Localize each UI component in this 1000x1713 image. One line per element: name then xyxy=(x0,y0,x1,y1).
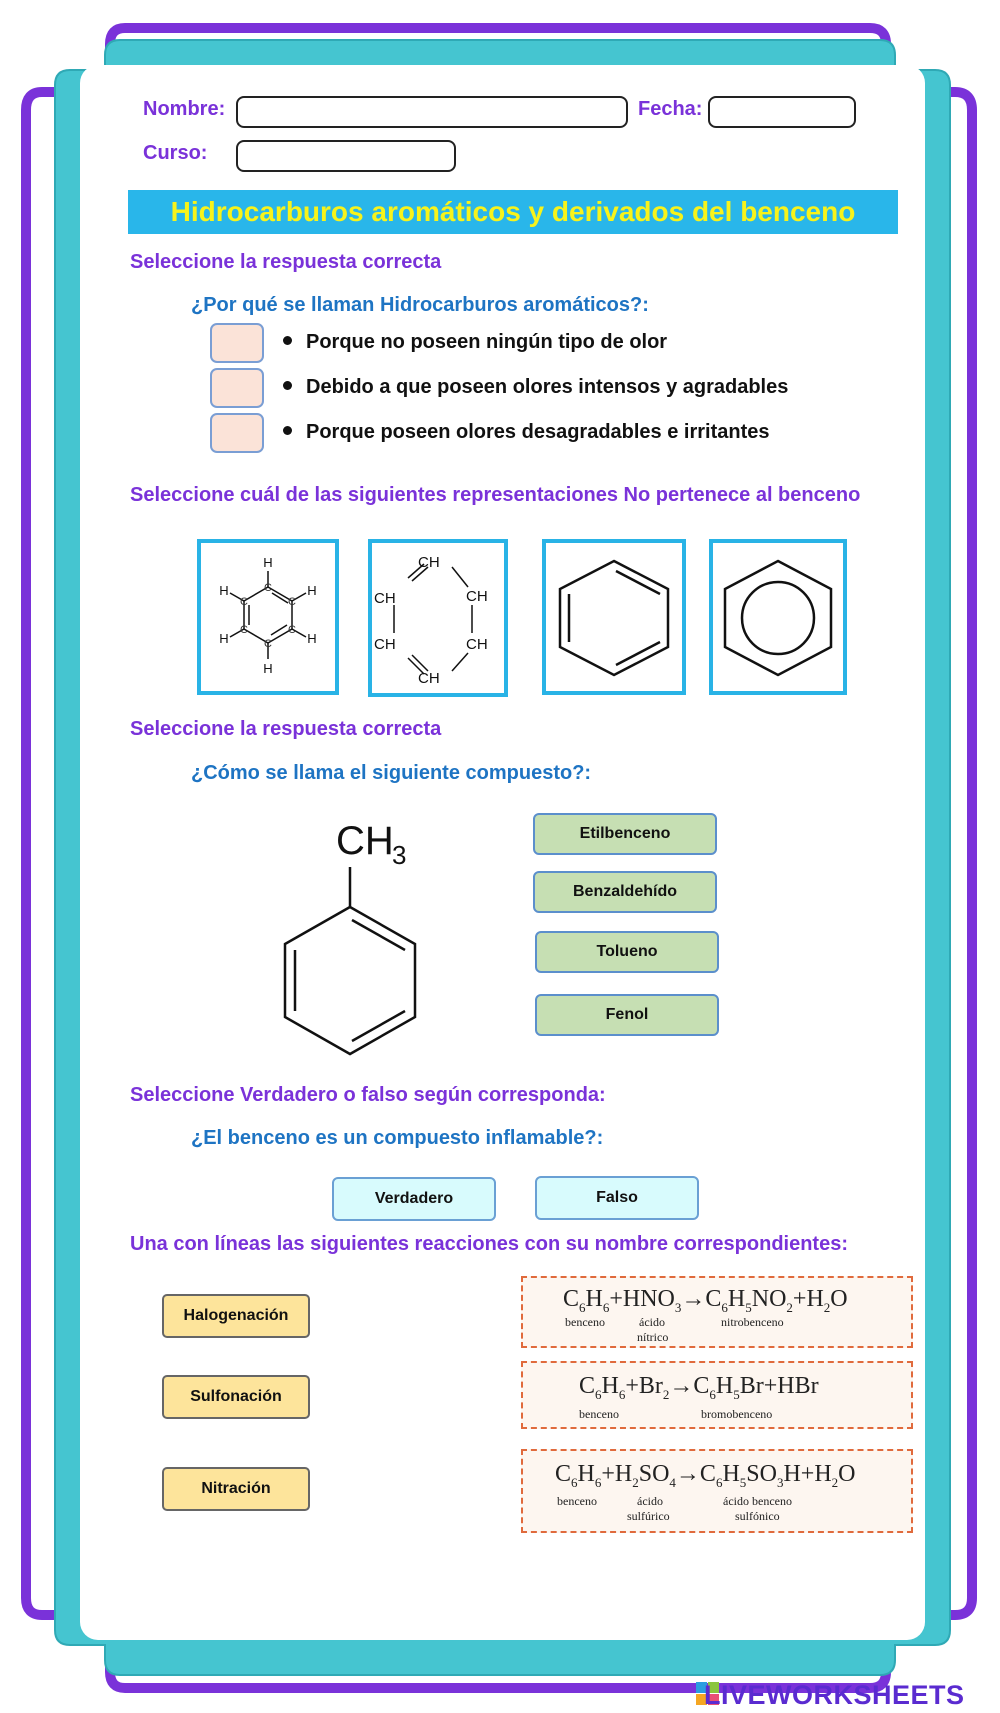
fecha-label: Fecha: xyxy=(638,98,703,120)
svg-text:H: H xyxy=(263,555,273,570)
svg-text:H: H xyxy=(219,631,229,646)
reaction-sulfonation[interactable]: $C_6H_6+H_2SO_4\to C_6H_5SO_3H+H_2O$ benceno ácido sulfúrico ácido benceno sulfónico xyxy=(521,1449,913,1533)
svg-text:CH: CH xyxy=(374,590,396,607)
curso-label: Curso: xyxy=(143,142,208,164)
section2-heading: Seleccione cuál de las siguientes representaciones No pertenece al benceno xyxy=(130,484,861,506)
verdadero-button[interactable]: Verdadero xyxy=(332,1177,496,1221)
reaction-nitration[interactable]: $C_6H_6+HNO_3\to C_6H_5NO_2+H_2O$ benceno ácido nítrico nitrobenceno xyxy=(521,1276,913,1348)
answer-etilbenceno[interactable]: Etilbenceno xyxy=(533,813,717,855)
section3-question: ¿Cómo se llama el siguiente compuesto?: xyxy=(191,762,592,784)
svg-text:CH: CH xyxy=(336,819,394,863)
name-halogenacion[interactable]: Halogenación xyxy=(162,1294,310,1338)
svg-text:C: C xyxy=(240,596,248,608)
svg-text:C: C xyxy=(264,638,272,650)
option-2: Debido a que poseen olores intensos y agradables xyxy=(283,376,788,399)
section5-heading: Una con líneas las siguientes reacciones con su nombre correspondientes: xyxy=(130,1233,848,1255)
reaction-sulfonation-equation: $C_6H_6+H_2SO_4\to C_6H_5SO_3H+H_2O$ xyxy=(555,1461,856,1490)
name-nitracion[interactable]: Nitración xyxy=(162,1467,310,1511)
benzene-circle-structure xyxy=(713,543,843,691)
bullet-icon xyxy=(283,336,292,345)
section4-heading: Seleccione Verdadero o falso según corresponda: xyxy=(130,1084,606,1106)
toluene-structure xyxy=(270,812,440,1062)
reaction-bromination[interactable]: $C_6H_6+Br_2\to C_6H_5Br+HBr$ benceno bromobenceno xyxy=(521,1361,913,1429)
option-3: Porque poseen olores desagradables e irritantes xyxy=(283,421,770,444)
benzene-skeletal-structure xyxy=(546,543,682,691)
section1-heading: Seleccione la respuesta correcta xyxy=(130,251,442,273)
section4-question: ¿El benceno es un compuesto inflamable?: xyxy=(191,1127,604,1149)
name-sulfonacion[interactable]: Sulfonación xyxy=(162,1375,310,1419)
svg-text:H: H xyxy=(263,661,273,676)
curso-input[interactable] xyxy=(236,140,456,172)
benzene-ch-structure xyxy=(372,543,504,693)
structure-option-2[interactable] xyxy=(368,539,508,697)
nombre-label: Nombre: xyxy=(143,98,226,120)
svg-text:C: C xyxy=(264,582,272,594)
svg-text:H: H xyxy=(219,583,229,598)
svg-text:H: H xyxy=(307,631,317,646)
answer-fenol[interactable]: Fenol xyxy=(535,994,719,1036)
reaction-nitration-equation: $C_6H_6+HNO_3\to C_6H_5NO_2+H_2O$ xyxy=(563,1286,848,1315)
liveworksheets-logo[interactable]: LIVEWORKSHEETS xyxy=(704,1680,965,1710)
section3-heading: Seleccione la respuesta correcta xyxy=(130,718,442,740)
structure-option-1[interactable] xyxy=(197,539,339,695)
svg-text:C: C xyxy=(288,596,296,608)
answer-checkbox-3[interactable] xyxy=(210,413,264,453)
svg-text:CH: CH xyxy=(418,554,440,571)
fecha-input[interactable] xyxy=(708,96,856,128)
nombre-input[interactable] xyxy=(236,96,628,128)
svg-text:C: C xyxy=(288,624,296,636)
worksheet-title: Hidrocarburos aromáticos y derivados del benceno xyxy=(128,190,898,234)
falso-button[interactable]: Falso xyxy=(535,1176,699,1220)
option-1: Porque no poseen ningún tipo de olor xyxy=(283,331,667,354)
svg-text:CH: CH xyxy=(466,588,488,605)
reaction-bromination-equation: $C_6H_6+Br_2\to C_6H_5Br+HBr$ xyxy=(579,1373,819,1402)
section1-question: ¿Por qué se llaman Hidrocarburos aromáticos?: xyxy=(191,294,649,316)
svg-text:H: H xyxy=(307,583,317,598)
answer-tolueno[interactable]: Tolueno xyxy=(535,931,719,973)
bullet-icon xyxy=(283,381,292,390)
svg-text:CH: CH xyxy=(374,636,396,653)
structure-option-3[interactable] xyxy=(542,539,686,695)
bullet-icon xyxy=(283,426,292,435)
svg-text:3: 3 xyxy=(392,840,407,870)
answer-checkbox-2[interactable] xyxy=(210,368,264,408)
svg-text:C: C xyxy=(240,624,248,636)
structure-option-4[interactable] xyxy=(709,539,847,695)
answer-checkbox-1[interactable] xyxy=(210,323,264,363)
svg-text:CH: CH xyxy=(466,636,488,653)
benzene-kekule-structure xyxy=(201,543,335,691)
svg-text:CH: CH xyxy=(418,670,440,687)
answer-benzaldehido[interactable]: Benzaldehído xyxy=(533,871,717,913)
